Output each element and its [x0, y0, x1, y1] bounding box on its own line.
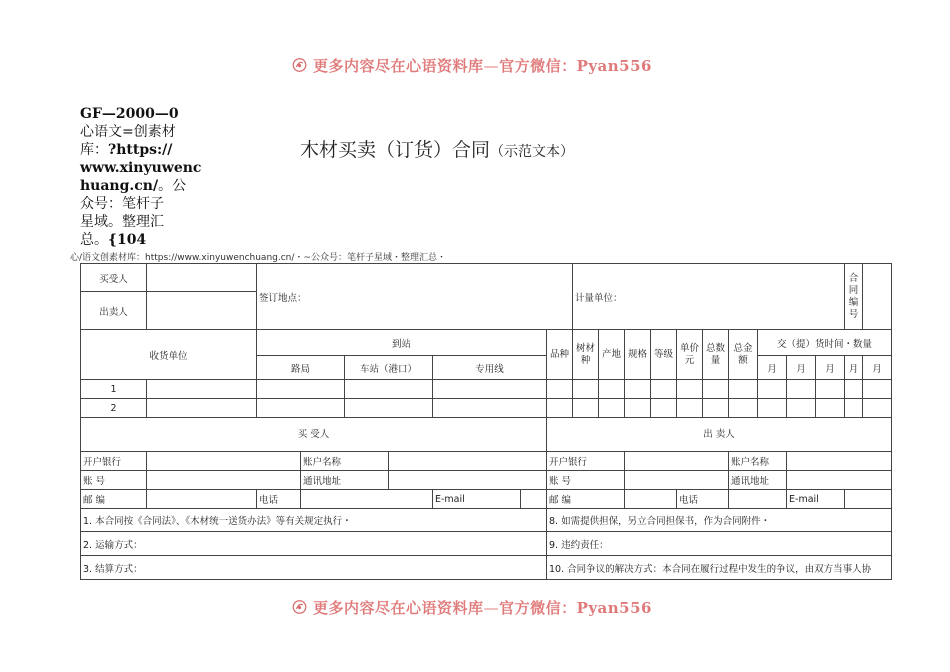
- side-note-line: 心语文=创素材: [80, 124, 176, 140]
- buyer-postcode-label: 邮 编: [81, 490, 147, 509]
- contract-no-label: 合同编号: [845, 264, 863, 330]
- clause-2: 2. 运输方式：: [81, 532, 547, 556]
- buyer-email-label: E-mail: [433, 490, 521, 509]
- watermark-text: 更多内容尽在心语资料库—官方微信：Pyan556: [313, 56, 652, 75]
- side-note-line: huang.cn/。公: [80, 178, 187, 194]
- month-header: 月: [863, 356, 892, 380]
- side-note-line: www.xinyuwenc: [80, 160, 202, 176]
- month-header: 月: [787, 356, 816, 380]
- buyer-address-label: 通讯地址: [301, 471, 389, 490]
- clause-8: 8. 如需提供担保，另立合同担保书，作为合同附件・: [547, 509, 892, 532]
- buyer-label: 买受人: [81, 264, 147, 292]
- clause-10: 10. 合同争议的解决方式：本合同在履行过程中发生的争议，由双方当事人协: [547, 556, 892, 580]
- side-note: [80, 105, 202, 249]
- buyer-account-name-label: 账户名称: [301, 452, 389, 471]
- spec-header: 规格: [625, 330, 651, 380]
- side-note-line: 星域。整理汇: [80, 214, 164, 230]
- page-title: 木材买卖（订货）合同（示范文本）: [300, 139, 575, 161]
- delivery-time-header: 交（提）货时间・数量: [758, 330, 892, 356]
- private-line-header: 专用线: [433, 356, 547, 380]
- origin-header: 产地: [599, 330, 625, 380]
- to-station-header: 到站: [257, 330, 547, 356]
- row-number: 1: [81, 380, 147, 399]
- clause-9: 9. 违约责任：: [547, 532, 892, 556]
- total-qty-header: 总数量: [703, 330, 729, 380]
- contract-no-value: [863, 264, 892, 330]
- watermark-top: [292, 52, 652, 78]
- recv-unit-header: 收货单位: [81, 330, 257, 380]
- tree-species-header: 树材种: [573, 330, 599, 380]
- seller-account-name-label: 账户名称: [729, 452, 787, 471]
- side-note-line: 众号：笔杆子: [80, 196, 164, 212]
- month-header: 月: [845, 356, 863, 380]
- buyer-bank-label: 开户银行: [81, 452, 147, 471]
- document-code: GF—2000—0: [80, 106, 179, 122]
- buyer-section-header: 买 受人: [81, 418, 547, 452]
- measure-unit: 计量单位：: [573, 264, 845, 330]
- month-header: 月: [758, 356, 787, 380]
- watermark-text: 更多内容尽在心语资料库—官方微信：Pyan556: [313, 598, 652, 617]
- source-line: 心/语文创素材库：https://www.xinyuwenchuang.cn/・~公众号：笔杆子星域・整理汇总・: [70, 253, 446, 263]
- grade-header: 等级: [651, 330, 677, 380]
- logo-icon: [292, 595, 307, 619]
- month-header: 月: [816, 356, 845, 380]
- seller-value: [147, 292, 257, 330]
- seller-postcode-label: 邮 编: [547, 490, 625, 509]
- seller-label: 出卖人: [81, 292, 147, 330]
- buyer-phone-label: 电话: [257, 490, 301, 509]
- seller-section-header: 出 卖人: [547, 418, 892, 452]
- sign-place: 签订地点：: [257, 264, 573, 330]
- side-note-line: 库：?https://: [80, 142, 173, 158]
- logo-icon: [292, 53, 307, 77]
- clause-3: 3. 结算方式：: [81, 556, 547, 580]
- watermark-bottom: [292, 594, 652, 620]
- clause-1: 1. 本合同按《合同法》、《木材统一送货办法》等有关规定执行・: [81, 509, 547, 532]
- seller-phone-label: 电话: [677, 490, 729, 509]
- bureau-header: 路局: [257, 356, 345, 380]
- buyer-account-no-label: 账 号: [81, 471, 147, 490]
- seller-bank-label: 开户银行: [547, 452, 625, 471]
- total-amount-header: 总金额: [729, 330, 758, 380]
- variety-header: 品种: [547, 330, 573, 380]
- contract-table: [80, 263, 892, 580]
- seller-address-label: 通讯地址: [729, 471, 787, 490]
- unit-price-header: 单价元: [677, 330, 703, 380]
- row-number: 2: [81, 399, 147, 418]
- station-port-header: 车站（港口）: [345, 356, 433, 380]
- buyer-value: [147, 264, 257, 292]
- seller-account-no-label: 账 号: [547, 471, 625, 490]
- side-note-line: 总。{104: [80, 232, 147, 248]
- seller-email-label: E-mail: [787, 490, 845, 509]
